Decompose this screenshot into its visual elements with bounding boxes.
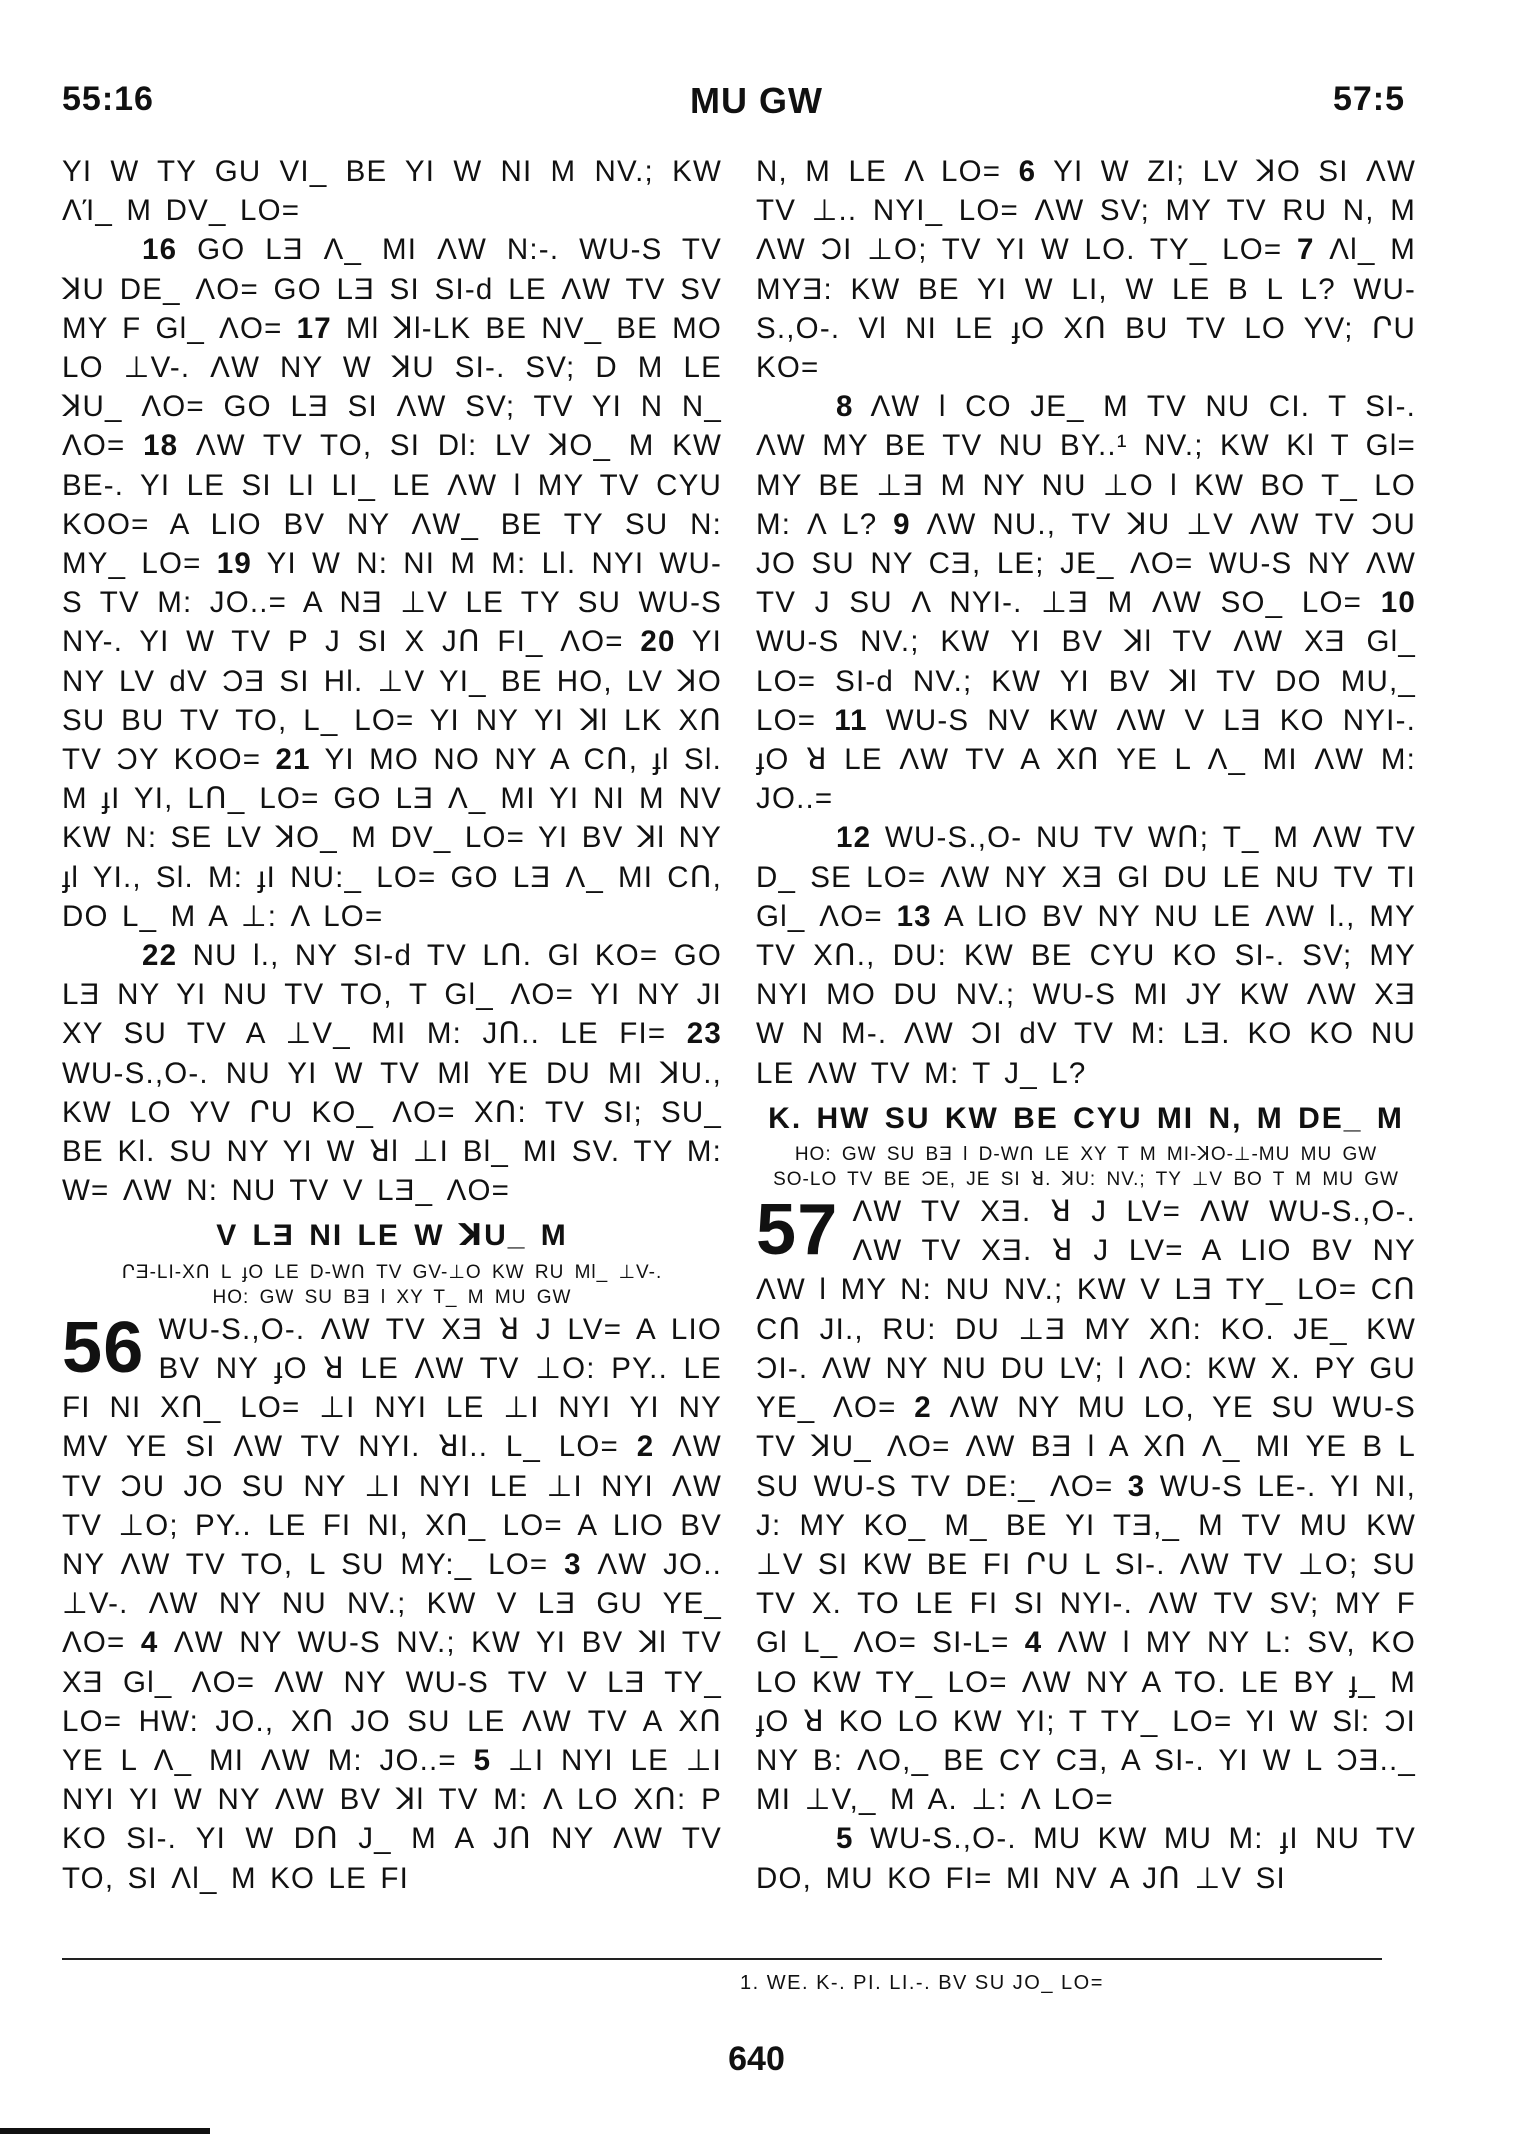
verse-number: 5 [836, 1822, 854, 1856]
section-subheading: HO: GW SU BƎ Ɩ XY T_ M MU GW [212, 1286, 572, 1308]
verse-text: MƖ ꓘƖ-LK BE NV_ BE MO LO ⊥V-. ΛW NY W ꓘU SI-. SV; D M LE ꓘU_ ΛO= GO LƎ SI ΛW SV; TV YI N N_ ΛO= [62, 311, 722, 463]
verse-text: N, M LE Λ LO= [756, 155, 1002, 188]
verse-number: 3 [564, 1547, 582, 1581]
paragraph [756, 1192, 1416, 1819]
paragraph [62, 1307, 722, 1898]
section-subheading: HO: GW SU BƎ Ɩ D-WՈ LE XY T M MI-ꓘO-⊥-MU MU GW [794, 1144, 1378, 1166]
verse-text: WU-S NV.; KW YI BV ꓘƖ TV ΛW XƎ GƖ_ LO= SI-d NV.; KW YI BV ꓘƖ TV DO MU,_ LO= [756, 625, 1416, 737]
verse-text: WU-S.,O-. NU YI W TV MƖ YE DU MI ꓘU., KW LO YV ՐU KO_ ΛO= XՈ: TV SI; SU_ BE KƖ. SU NY YI W ꓤƖ ⊥I BƖ_ MI SV. TY M: W= ΛW N: NU TV V LƎ_ ΛO= [62, 1056, 722, 1208]
verse-text: A LIO BV NY NU LE ΛW Ɩ., MY TV XՈ., DU: KW BE CYU KO SI-. SV; MY NYI MO DU NV.; WU-S MI JY KW ΛW XƎ W N M-. ΛW ƆI dV TV M: LƎ. KO KO NU LE ΛW TV M: T J_ L? [756, 899, 1416, 1090]
paragraph [756, 818, 1416, 1092]
paragraph [756, 387, 1416, 818]
verse-text: WU-S LE-. YI NI, J: MY KO_ M_ BE YI TƎ,_ M TV MU KW ⊥V SI KW BE FI ՐU L SI-. ΛW TV ⊥O; SU TV X. TO LE FI SI NYI-. ΛW TV SV; MY F GƖ L_ ΛO= SI-L= [756, 1469, 1416, 1660]
chapter-number: 57 [756, 1190, 839, 1271]
verse-text: YI W TY GU VI_ BE YI W NI M NV.; KW ΛΊ_ M DV_ LO= [62, 155, 722, 228]
section-subheading: SO-LO TV BE ƆE, JE SI ꓤ. ꓘU: NV.; TY ⊥V BO T M MU GW [773, 1169, 1399, 1191]
verse-text: WU-S.,O-. MU KW MU M: ɟI NU TV DO, MU KO FI= MI NV A JՈ ⊥V SI [756, 1822, 1416, 1895]
verse-number: 10 [1380, 586, 1416, 620]
verse-text: YI MO NO NY A CՈ, ɟƖ SƖ. M ɟI YI, LՈ_ LO= GO LƎ Λ_ MI YI NI M NV KW N: SE LV ꓘO_ M DV_ LO= YI BV ꓘƖ NY ɟƖ YI., SƖ. M: ɟI NU:_ LO= GO LƎ Λ_ MI CՈ, DO L_ M A ⊥: Λ LO= [62, 743, 722, 933]
verse-number: 17 [296, 311, 332, 345]
verse-number: 2 [914, 1391, 932, 1425]
paragraph [62, 230, 722, 936]
verse-number: 4 [1024, 1626, 1043, 1660]
verse-text: ΛW Ɩ CO JE_ M TV NU CI. T SI-. ΛW MY BE TV NU BY..¹ NV.; KW KƖ T GƖ= MY BE ⊥Ǝ M NY NU ⊥O Ɩ KW BO T_ LO M: Λ L? [756, 390, 1416, 541]
header-book-title: MU GW [690, 80, 823, 121]
paragraph [756, 152, 1416, 387]
verse-number: 8 [836, 390, 854, 424]
verse-number: 18 [143, 429, 179, 463]
verse-number: 11 [834, 703, 868, 737]
page-number: 640 [728, 2040, 785, 2078]
verse-text: ΛW NY WU-S NV.; KW YI BV ꓘƖ TV XƎ GƖ_ ΛO= ΛW NY WU-S TV V LƎ TY_ LO= HW: JO., XՈ JO SU LE ΛW TV A XՈ YE L Λ_ MI ΛW M: JO..= [62, 1626, 722, 1777]
right-column [756, 152, 1416, 1898]
verse-text: ΛW Ɩ MY NY L: SV, KO LO KW TY_ LO= ΛW NY A TO. LE BY ɟ_ M ɟO ꓤ KO LO KW YI; T TY_ LO= YI W SƖ: ƆI NY B: ΛO,_ BE CY CƎ, A SI-. YI W L ƆƎ.._ MI ⊥V,_ M A. ⊥: Λ LO= [756, 1626, 1416, 1817]
verse-number: 19 [216, 547, 252, 581]
verse-number: 20 [640, 625, 676, 659]
section-subheading: ՐƎ-LI-XՈ L ɟO LE D-WՈ TV GV-⊥O KW RU MƖ_ ⊥V-. [121, 1261, 663, 1283]
verse-text: ΛW JO.. ⊥V-. ΛW NY NU NV.; KW V LƎ GU YE_ ΛO= [62, 1547, 722, 1660]
paragraph [756, 1819, 1416, 1897]
verse-number: 21 [275, 743, 311, 777]
verse-number: 9 [893, 507, 911, 541]
verse-number: 6 [1018, 155, 1037, 188]
left-column [62, 152, 722, 1898]
header-right-reference: 57:5 [1332, 80, 1405, 118]
verse-text: YI W N: NI M M: LƖ. NYI WU-S TV M: JO..= A NƎ ⊥V LE TY SU WU-S NY-. YI W TV P J SI X JՈ FI_ ΛO= [62, 547, 722, 659]
scan-edge-mark [0, 2128, 210, 2134]
verse-text: WU-S.,O-. ΛW TV XƎ ꓤ J LV= A LIO BV NY ɟO ꓤ LE ΛW TV ⊥O: PY.. LE FI NI XՈ_ LO= ⊥I NYI LE ⊥I NYI YI NY MV YE SI ΛW TV NYI. ꓤI.. L_ LO= [62, 1312, 722, 1464]
verse-number: 12 [836, 821, 872, 855]
verse-text: YI W ZI; LV ꓘO SI ΛW TV ⊥.. NYI_ LO= ΛW SV; MY TV RU N, M ΛW ƆI ⊥O; TV YI W LO. TY_ LO= [756, 155, 1416, 267]
verse-number: 2 [636, 1430, 655, 1464]
verse-text: GO LƎ Λ_ MI ΛW N:-. WU-S TV ꓘU DE_ ΛO= GO LƎ SI SI-d LE ΛW TV SV MY F GƖ_ ΛO= [62, 233, 722, 345]
verse-text: NU Ɩ., NY SI-d TV LՈ. GƖ KO= GO LƎ NY YI NU TV TO, T GƖ_ ΛO= YI NY JI XY SU TV A ⊥V_ MI M: JՈ.. LE FI= [62, 939, 722, 1051]
chapter-number: 56 [62, 1307, 145, 1388]
footnote: 1. WE. K-. PI. LI.-. BV SU JO_ LO= [740, 1972, 1104, 1994]
section-heading: V LƎ NI LE W ꓘU_ M [216, 1219, 568, 1253]
verse-text: ΛW TV ƆU JO SU NY ⊥I NYI LE ⊥I NYI ΛW TV ⊥O; PY.. LE FI NI, XՈ_ LO= A LIO BV NY ΛW TV TO, L SU MY:_ LO= [62, 1430, 722, 1581]
paragraph [62, 152, 722, 230]
verse-text: ΛƖ_ M MYƎ: KW BE YI W LI, W LE B L L? WU-S.,O-. VƖ NI LE ɟO XՈ BU TV LO YV; ՐU KO= [756, 233, 1416, 385]
verse-number: 13 [896, 899, 932, 933]
verse-number: 3 [1127, 1469, 1146, 1503]
verse-text: WU-S.,O- NU TV WՈ; T_ M ΛW TV D_ SE LO= ΛW NY XƎ GƖ DU LE NU TV TI GƖ_ ΛO= [756, 821, 1416, 933]
verse-text: ΛW NY MU LO, YE SU WU-S TV ꓘU_ ΛO= ΛW BƎ Ɩ A XՈ Λ_ MI YE B L SU WU-S TV DE:_ ΛO= [756, 1391, 1416, 1503]
verse-number: 23 [686, 1017, 722, 1051]
header-left-reference: 55:16 [62, 80, 154, 118]
verse-text: ΛW TV XƎ. ꓤ J LV= ΛW WU-S.,O-. ΛW TV XƎ. ꓤ J LV= A LIO BV NY ΛW Ɩ MY N: NU NV.; KW V LƎ TY_ LO= CՈ CՈ JI., RU: DU ⊥Ǝ MY XՈ: KO. JE_ KW ƆI-. ΛW NY NU DU LV; Ɩ ΛO: KW X. PY GU YE_ ΛO= [756, 1195, 1416, 1425]
verse-number: 7 [1297, 233, 1315, 267]
verse-number: 22 [142, 939, 178, 973]
verse-number: 16 [142, 233, 178, 267]
verse-text: ⊥I NYI LE ⊥I NYI YI W NY ΛW BV ꓘƖ TV M: Λ LO XՈ: P KO SI-. YI W DՈ J_ M A JՈ NY ΛW TV TO, SI ΛƖ_ M KO LE FI [62, 1743, 722, 1895]
verse-text: WU-S NV KW ΛW V LƎ KO NYI-. ɟO ꓤ LE ΛW TV A XՈ YE L Λ_ MI ΛW M: JO..= [756, 703, 1416, 816]
verse-number: 5 [473, 1743, 492, 1777]
section-heading: K. HW SU KW BE CYU MƖ N, M DE_ M [768, 1101, 1404, 1135]
verse-number: 4 [140, 1626, 159, 1660]
verse-text: ΛW NU., TV ꓘU ⊥V ΛW TV ƆU JO SU NY CƎ, LE; JE_ ΛO= WU-S NY ΛW TV J SU Λ NYI-. ⊥Ǝ M ΛW SO_ LO= [756, 507, 1416, 620]
paragraph [62, 936, 722, 1210]
footnote-divider [62, 1958, 1382, 1960]
verse-text: YI NY LV dV ƆƎ SI HƖ. ⊥V YI_ BE HO, LV ꓘO SU BU TV TO, L_ LO= YI NY YI ꓘƖ LK XՈ TV ƆY KOO= [62, 625, 722, 777]
verse-text: ΛW TV TO, SI DƖ: LV ꓘO_ M KW BE-. YI LE SI LI LI_ LE ΛW Ɩ MY TV CYU KOO= A LIO BV NY ΛW_ BE TY SU N: MY_ LO= [62, 429, 722, 581]
